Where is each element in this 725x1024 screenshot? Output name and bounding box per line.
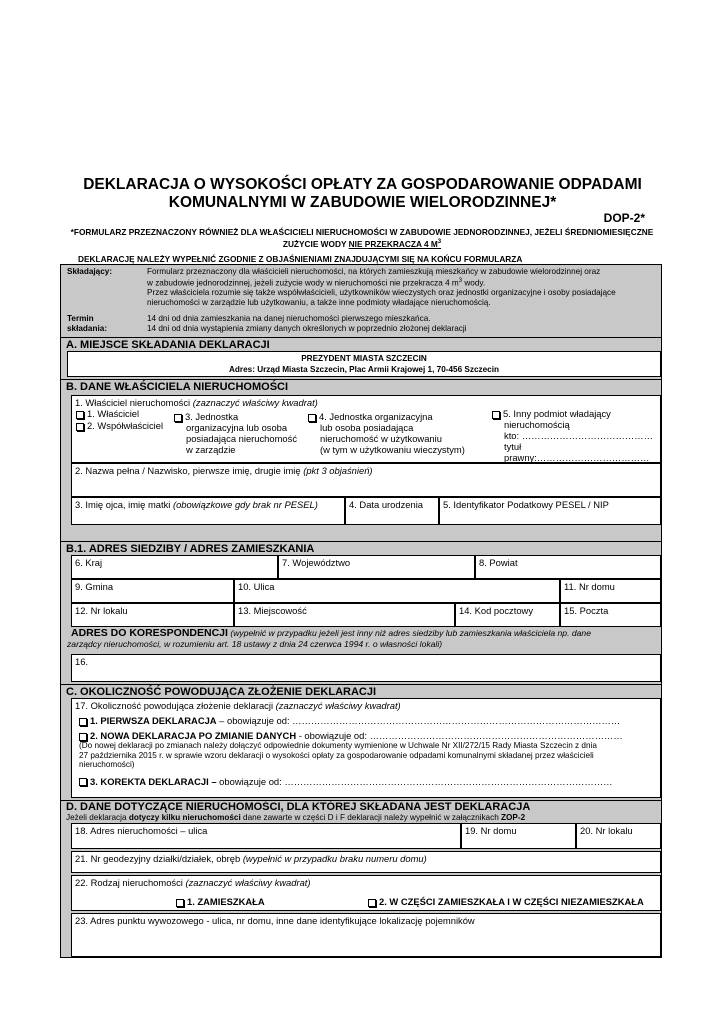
county-field[interactable]: [475, 555, 661, 579]
skladajacy-text-end: wody.: [462, 278, 486, 288]
owner-option-label: 2. Współwłaściciel: [87, 420, 164, 431]
field-22-title: 22. Rodzaj nieruchomości: [75, 877, 183, 888]
skladajacy-text-part: w zabudowie jednorodzinnej, jeżeli zużycie wody w nieruchomości nie przekracza 4 m: [147, 278, 459, 288]
note-line-2: [58, 237, 666, 249]
checkbox-icon[interactable]: [79, 778, 87, 786]
section-b-title: B. DANE WŁAŚCICIELA NIERUCHOMOŚCI: [61, 379, 661, 394]
field-16-label: 16.: [75, 656, 89, 667]
circumstance-option-label: 2. NOWA DEKLARACJA PO ZMIANIE DANYCH: [90, 730, 297, 741]
field-4-label: 4. Data urodzenia: [349, 499, 424, 510]
field-7-label: 7. Województwo: [282, 557, 351, 568]
apartment-number-field[interactable]: [71, 603, 234, 627]
field-2-label: 2. Nazwa pełna / Nazwisko, pierwsze imię, drugie imię: [75, 465, 301, 476]
circumstance-option-label: 3. KOREKTA DEKLARACJI –: [90, 775, 217, 787]
owner-option-5[interactable]: [492, 408, 653, 463]
owner-option-3[interactable]: [174, 411, 297, 455]
parents-names-field[interactable]: [71, 497, 345, 525]
country-field[interactable]: [71, 555, 278, 579]
form-frame: [60, 264, 662, 958]
field-22-hint: (zaznaczyć właściwy kwadrat): [185, 877, 311, 888]
subtitle-bold: dotyczy kilku nieruchomości: [128, 813, 241, 822]
circumstance-option-date[interactable]: obowiązuje od: ……………………………………………………………………………………………: [216, 775, 613, 787]
termin-label: [67, 314, 107, 333]
circumstance-option-1[interactable]: [75, 715, 657, 726]
city-field[interactable]: [234, 603, 455, 627]
correspondence-address-field[interactable]: [71, 654, 661, 682]
checkbox-icon[interactable]: [79, 718, 87, 726]
note-underlined: [349, 239, 441, 249]
field-18-label: 18. Adres nieruchomości – ulica: [75, 825, 208, 836]
field-3-hint: (obowiązkowe gdy brak nr PESEL): [172, 499, 318, 510]
skladajacy-line: nieruchomości w zarządzie lub użytkowaniu, a także inne podmioty władające nieruchomością.: [147, 297, 491, 307]
field-23-label: 23. Adres punktu wywozowego - ulica, nr domu, inne dane identyfikujące lokalizację pojemników: [75, 915, 475, 926]
correspondence-header: [67, 628, 661, 654]
correspondence-hint: (wypełnić w przypadku jeżeli jest inny niż adres siedziby lub zamieszkania właściciela np. dane: [227, 628, 591, 638]
field-1-title: 1. Właściciel nieruchomości: [75, 397, 191, 408]
note-sup: 3: [437, 239, 442, 245]
owner-option-label: w zarządzie: [186, 444, 236, 455]
checkbox-icon[interactable]: [368, 899, 376, 907]
owner-option-2[interactable]: [76, 420, 163, 431]
post-office-field[interactable]: [560, 603, 661, 627]
note-line-1: *FORMULARZ PRZEZNACZONY RÓWNIEŻ DLA WŁAŚCICIELI NIERUCHOMOŚCI W ZABUDOWIE JEDNORODZINNEJ, JEŻELI ŚREDNIOMIESIĘCZNE: [70, 227, 654, 237]
note-line: 27 października 2015 r. w sprawie wzoru deklaracji o wysokości opłaty za gospodarowanie odpadami komunalnymi składanej przez właścicieli: [79, 750, 594, 760]
owner-option-label: tytuł: [504, 441, 522, 452]
title-line-2: KOMUNALNYMI W ZABUDOWIE WIELORODZINNEJ*: [168, 194, 557, 211]
field-12-label: 12. Nr lokalu: [75, 605, 128, 616]
title-line-1: DEKLARACJA O WYSOKOŚCI OPŁATY ZA GOSPODAROWANIE ODPADAMI: [83, 176, 642, 193]
property-apartment-field[interactable]: [576, 823, 661, 849]
owner-type-field: [71, 395, 661, 463]
termin-line: 14 dni od dnia zamieszkania na danej nieruchomości pierwszego mieszkańca.: [147, 314, 431, 323]
skladajacy-line: [147, 277, 657, 288]
field-17-title: 17. Okoliczność powodująca złożenie deklaracji: [75, 700, 274, 711]
postal-code-field[interactable]: [455, 603, 560, 627]
subtitle-code: ZOP-2: [501, 813, 526, 822]
section-c-title: C. OKOLICZNOŚĆ POWODUJĄCA ZŁOŻENIE DEKLARACJI: [61, 684, 661, 699]
new-declaration-note: [75, 741, 657, 770]
termin-text: [147, 314, 467, 333]
voivodeship-field[interactable]: [278, 555, 475, 579]
owner-option-label: lub osoba posiadająca: [320, 422, 414, 433]
field-22-label: [75, 877, 657, 888]
field-19-label: 19. Nr domu: [465, 825, 517, 836]
full-name-field[interactable]: [71, 463, 661, 497]
field-17-hint: (zaznaczyć właściwy kwadrat): [275, 700, 401, 711]
collection-point-field[interactable]: [71, 913, 661, 957]
skladajacy-sup: 3: [458, 277, 463, 284]
property-type-field: [71, 875, 661, 911]
owner-option-1[interactable]: [76, 408, 139, 419]
form-scope-note: [58, 227, 666, 249]
property-house-field[interactable]: [461, 823, 576, 849]
field-15-label: 15. Poczta: [564, 605, 609, 616]
field-11-label: 11. Nr domu: [564, 581, 615, 592]
circumstance-option-3[interactable]: [75, 776, 657, 787]
plot-number-field[interactable]: [71, 851, 661, 873]
note-limit: NIE PRZEKRACZA 4 M: [348, 238, 438, 249]
property-type-option-1[interactable]: [176, 896, 265, 907]
house-number-field[interactable]: [560, 579, 661, 603]
pesel-nip-field[interactable]: [439, 497, 661, 525]
field-8-label: 8. Powiat: [479, 557, 518, 568]
field-9-label: 9. Gmina: [75, 581, 114, 592]
owner-option-who[interactable]: kto: ……………………………………: [504, 430, 653, 441]
field-20-label: 20. Nr lokalu: [580, 825, 633, 836]
skladajacy-label: Składający:: [67, 267, 113, 276]
property-street-field[interactable]: [71, 823, 461, 849]
field-1-label: [75, 397, 657, 408]
checkbox-icon[interactable]: [176, 899, 184, 907]
checkbox-icon[interactable]: [174, 414, 182, 422]
section-b1-title: B.1. ADRES SIEDZIBY / ADRES ZAMIESZKANIA: [61, 541, 661, 556]
checkbox-icon[interactable]: [492, 411, 500, 419]
note-text: ZUŻYCIE WODY: [282, 238, 347, 249]
correspondence-title: ADRES DO KORESPONDENCJI: [71, 627, 228, 639]
field-14-label: 14. Kod pocztowy: [459, 605, 534, 616]
note-line: (Do nowej deklaracji po zmianach należy dołączyć odpowiednie dokumenty wymienione w Uchwale Nr XII/272/15 Rady Miasta Szczecin z dnia: [79, 741, 597, 750]
field-17-label: [75, 700, 657, 711]
property-type-option-2[interactable]: [368, 896, 644, 907]
subtitle-text: Jeżeli deklaracja: [66, 813, 129, 822]
owner-option-label: nieruchomością: [504, 419, 570, 430]
circumstance-option-date[interactable]: - obowiązuje od: ………………………………………………………………………: [296, 730, 623, 741]
circumstance-option-2[interactable]: [75, 730, 657, 741]
owner-option-label: nieruchomość w użytkowaniu: [320, 433, 442, 444]
termin-label-line: składania:: [67, 323, 108, 333]
owner-option-label: organizacyjna lub osoba: [186, 422, 288, 433]
owner-option-title[interactable]: prawny:………………………………: [504, 452, 650, 463]
note-line: nieruchomości): [79, 760, 135, 770]
field-2-hint: (pkt 3 objaśnień): [303, 465, 373, 476]
subtitle-text: dane zawarte w części D i F deklaracji należy wypełnić w załącznikach: [240, 813, 502, 822]
termin-label-line: Termin: [67, 314, 94, 323]
checkbox-icon[interactable]: [76, 411, 84, 419]
field-5-label: 5. Identyfikator Podatkowy PESEL / NIP: [443, 499, 609, 510]
instruction-note: DEKLARACJĘ NALEŻY WYPEŁNIĆ ZGODNIE Z OBJAŚNIENIAMI ZNAJDUJĄCYMI SIĘ NA KOŃCU FORMULARZA: [78, 254, 523, 264]
field-21-label: 21. Nr geodezyjny działki/działek, obręb: [75, 853, 241, 864]
recipient-address: Adres: Urząd Miasta Szczecin, Plac Armii Krajowej 1, 70-456 Szczecin: [229, 365, 499, 374]
owner-option-label: 4. Jednostka organizacyjna: [319, 411, 433, 422]
field-21-hint: (wypełnić w przypadku braku numeru domu): [242, 853, 427, 864]
owner-option-label: 5. Inny podmiot władający: [503, 408, 611, 419]
field-3-label: 3. Imię ojca, imię matki: [75, 499, 171, 510]
property-type-label: 1. ZAMIESZKAŁA: [187, 896, 265, 907]
circumstance-option-date[interactable]: – obowiązuje od: ……………………………………………………………………………………………: [216, 715, 621, 726]
property-type-label: 2. W CZĘŚCI ZAMIESZKAŁA I W CZĘŚCI NIEZAMIESZKAŁA: [379, 896, 644, 907]
skladajacy-line: Przez właściciela rozumie się także współwłaścicieli, użytkowników wieczystych oraz jednostki organizacyjne i osoby posiadające: [147, 287, 616, 297]
skladajacy-line: Formularz przeznaczony dla właścicieli nieruchomości, na których zamieszkują mieszkańcy w zabudowie wielorodzinnej oraz: [147, 267, 601, 276]
form-code: DOP-2*: [603, 211, 645, 225]
municipality-field[interactable]: [71, 579, 234, 603]
section-d-subtitle: [66, 813, 660, 823]
owner-option-label: posiadająca nieruchomość: [186, 433, 298, 444]
section-d-title: D. DANE DOTYCZĄCE NIERUCHOMOŚCI, DLA KTÓREJ SKŁADANA JEST DEKLARACJA: [61, 800, 661, 814]
owner-option-4[interactable]: [308, 411, 465, 455]
street-field[interactable]: [234, 579, 560, 603]
section-a-title: A. MIEJSCE SKŁADANIA DEKLARACJI: [61, 337, 661, 352]
field-13-label: 13. Miejscowość: [238, 605, 307, 616]
owner-option-label: (w tym w użytkowaniu wieczystym): [320, 444, 465, 455]
field-1-hint: (zaznaczyć właściwy kwadrat): [192, 397, 318, 408]
recipient-name: PREZYDENT MIASTA SZCZECIN: [301, 354, 427, 363]
owner-option-label: 1. Właściciel: [87, 408, 140, 419]
intro-block: [61, 265, 661, 335]
skladajacy-text: [147, 267, 657, 307]
owner-option-label: 3. Jednostka: [185, 411, 239, 422]
correspondence-hint: zarządcy nieruchomości, w rozumieniu art. 18 ustawy z dnia 24 czerwca 1994 r. o własności lokali): [67, 639, 443, 649]
birth-date-field[interactable]: [345, 497, 439, 525]
page-title: [60, 176, 665, 212]
recipient-box: [67, 351, 661, 377]
field-6-label: 6. Kraj: [75, 557, 103, 568]
circumstance-option-label: 1. PIERWSZA DEKLARACJA: [90, 715, 217, 726]
field-10-label: 10. Ulica: [238, 581, 275, 592]
checkbox-icon[interactable]: [79, 733, 87, 741]
checkbox-icon[interactable]: [308, 414, 316, 422]
termin-line: 14 dni od dnia wystąpienia zmiany danych określonych w poprzednio złożonej deklaracji: [147, 323, 467, 333]
circumstance-field: [71, 698, 661, 798]
checkbox-icon[interactable]: [76, 423, 84, 431]
